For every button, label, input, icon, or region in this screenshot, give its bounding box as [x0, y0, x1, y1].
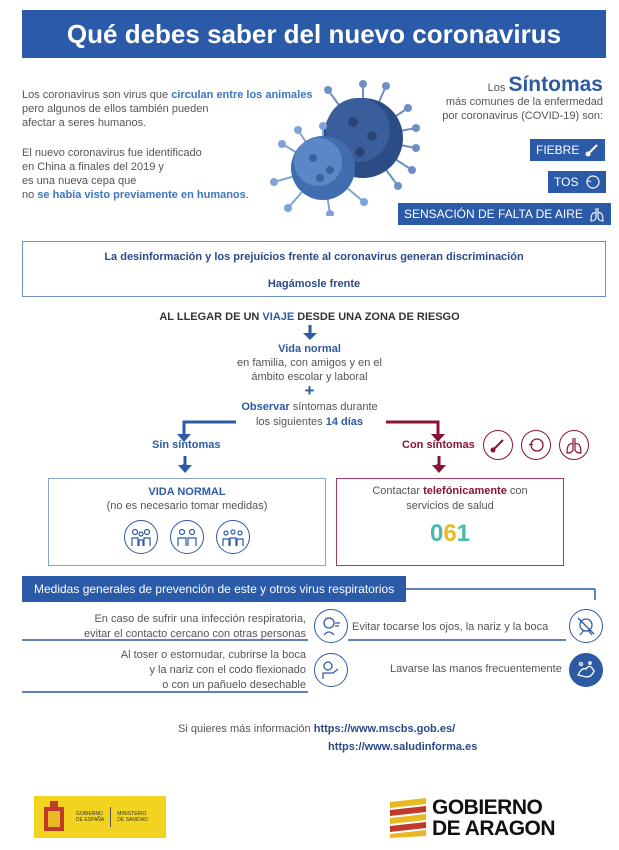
lungs-icon [559, 430, 589, 460]
distance-icon [314, 609, 348, 643]
symptom-breathing-label: SENSACIÓN DE FALTA DE AIRE [404, 207, 583, 221]
symptom-breathing [398, 203, 611, 225]
with-symptoms-box: Contactar telefónicamente con servicios de salud 061 [336, 478, 564, 566]
plus-sign: + [304, 381, 315, 400]
gobierno-espana-logo [34, 796, 166, 838]
coronavirus-illustration [268, 78, 420, 216]
disinformation-box [22, 241, 606, 297]
page-title: Qué debes saber del nuevo coronavirus [22, 10, 606, 58]
arrow-down-right-icon [430, 456, 448, 474]
disinformation-slogan: Hagámosle frente [267, 278, 361, 290]
no-symptoms-box-desc: (no es necesario tomar medidas) [106, 500, 268, 512]
symptoms-heading: Los Síntomas más comunes de la enfermedad por coronavirus (COVID-19) son: [442, 73, 603, 122]
symptom-cough [548, 171, 606, 193]
symptom-cough-label: TOS [554, 175, 579, 189]
aragon-line-2: DE ARAGON [432, 817, 556, 840]
face-touch-icon [569, 609, 603, 643]
no-symptoms-box-title: VIDA NORMAL [148, 486, 226, 498]
flow-title: AL LLEGAR DE UN VIAJE DESDE UNA ZONA DE RIESGO [159, 311, 460, 323]
gov-line-1: GOBIERNO [76, 811, 103, 817]
sneeze-elbow-icon [314, 653, 348, 687]
thermometer-icon [483, 430, 513, 460]
arrow-down-left-icon [176, 456, 194, 474]
symptom-fever-label: FIEBRE [536, 143, 580, 157]
emergency-phone[interactable]: 061 [429, 520, 471, 547]
gobierno-aragon-logo [390, 795, 590, 841]
cough-icon [521, 430, 551, 460]
gov-line-2: DE ESPAÑA [76, 817, 105, 823]
friends-icon [170, 520, 204, 554]
intro-paragraph-1: Los coronavirus son virus que circulan entre los animales pero algunos de ellos también pueden afectar a seres humanos. [22, 89, 313, 129]
link-mscbs[interactable]: https://www.mscbs.gob.es/ [313, 723, 456, 735]
ministry-line-1: MINISTERIO [117, 811, 147, 817]
aragon-line-1: GOBIERNO [432, 796, 543, 819]
lungs-icon [589, 206, 605, 222]
no-symptoms-box [48, 478, 326, 566]
with-symptoms-label: Con síntomas [402, 439, 475, 451]
prevention-heading: Medidas generales de prevención de este y otros virus respiratorios [22, 576, 406, 602]
more-info-line: Si quieres más información https://www.mscbs.gob.es/ [178, 723, 456, 735]
arrow-down-icon [301, 325, 319, 341]
no-symptoms-label: Sin síntomas [152, 439, 221, 451]
disinformation-text: La desinformación y los prejuicios frente al coronavirus generan discriminación [104, 251, 524, 263]
school-work-icon [216, 520, 250, 554]
link-saludinforma[interactable]: https://www.saludinforma.es [328, 741, 478, 753]
thermometer-icon [585, 143, 599, 157]
prevention-measure-1: En caso de sufrir una infección respiratoria, evitar el contacto cercano con otras personas [84, 613, 306, 640]
ministry-line-2: DE SANIDAD [117, 817, 148, 823]
prevention-measure-4: Lavarse las manos frecuentemente [390, 663, 562, 675]
flow-observar: Observar síntomas durante los siguientes 14 días [241, 401, 378, 428]
handwash-icon [569, 653, 603, 687]
flow-vida-normal: Vida normal en familia, con amigos y en el ámbito escolar y laboral [237, 343, 382, 383]
prevention-measure-3: Evitar tocarse los ojos, la nariz y la boca [352, 621, 549, 633]
aragon-flag-icon [390, 798, 426, 838]
family-icon [124, 520, 158, 554]
cough-icon [584, 174, 600, 190]
prevention-measure-2: Al toser o estornudar, cubrirse la boca y la nariz con el codo flexionado o con un pañuelo desechable [120, 649, 306, 691]
coat-of-arms-icon [40, 799, 68, 835]
intro-paragraph-2: El nuevo coronavirus fue identificado en China a finales del 2019 y es una nueva cepa que no se había visto previamente en humanos. [22, 147, 249, 201]
link-saludinforma-wrap [328, 741, 477, 753]
symptom-fever [530, 139, 605, 161]
